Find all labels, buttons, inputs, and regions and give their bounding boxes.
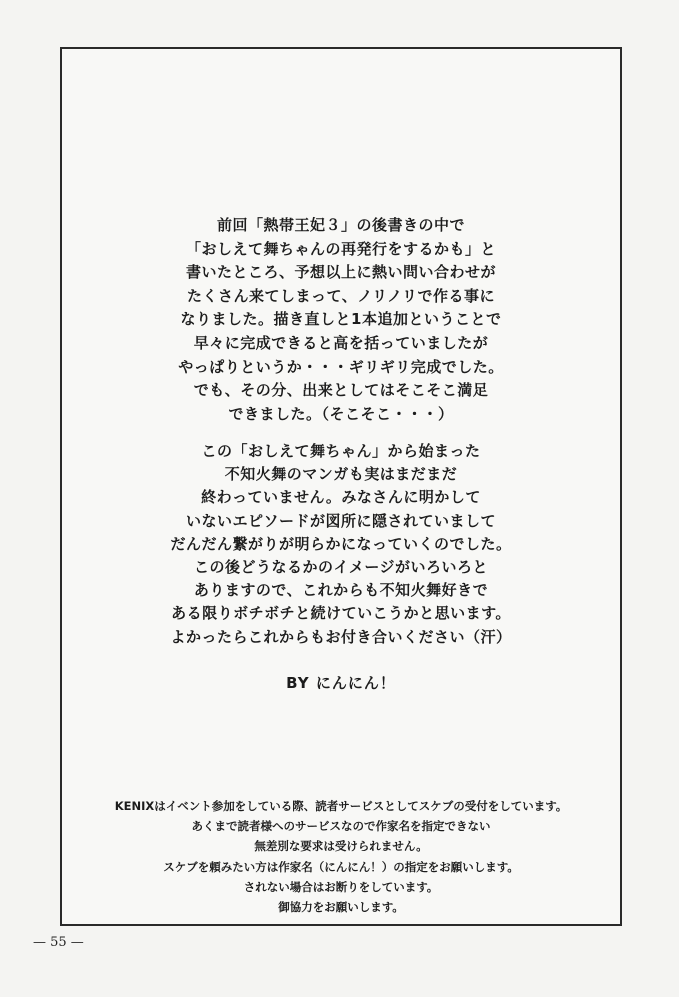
notice-line: KENIXはイベント参加をしている際、読者サービスとしてスケブの受付をしています。	[114, 799, 568, 813]
text-line: この後どうなるかのイメージがいろいろと	[193, 558, 489, 577]
page-frame	[60, 47, 622, 926]
author-signature: BY にんにん！	[286, 674, 396, 692]
text-line: ありますので、これからも不知火舞好きで	[193, 581, 489, 600]
notice-line: 無差別な要求は受けられません。	[254, 839, 428, 854]
page-number: — 55 —	[33, 935, 84, 950]
text-line: できました。（そこそこ・・・）	[228, 404, 454, 423]
text-line: 前回「熱帯王妃３」の後書きの中で	[216, 216, 465, 234]
text-line: たくさん来てしまって、ノリノリで作る事に	[187, 286, 495, 305]
text-line: 終わっていません。みなさんに明かして	[201, 488, 481, 507]
text-line: いないエピソードが図所に隠されていまして	[185, 511, 496, 530]
text-line: やっぱりというか・・・ギリギリ完成でした。	[178, 357, 504, 376]
text-line: ある限りボチボチと続けていこうかと思います。	[171, 604, 511, 623]
notice-line: 御協力をお願いします。	[278, 900, 404, 915]
text-line: 早々に完成できると高を括っていましたが	[193, 333, 489, 352]
notice-line: スケブを頼みたい方は作家名（にんにん！）の指定をお願いします。	[163, 859, 519, 874]
notice-line: されない場合はお断りをしています。	[243, 879, 439, 894]
text-line: 不知火舞のマンガも実はまだまだ	[224, 465, 458, 484]
text-line: だんだん繋がりが明らかになっていくのでした。	[170, 534, 512, 553]
text-line: 書いたところ、予想以上に熱い問い合わせが	[185, 263, 496, 282]
text-line: 「おしえて舞ちゃんの再発行をするかも」と	[185, 239, 496, 258]
text-line: でも、その分、出来としてはそこそこ満足	[193, 381, 489, 400]
sketch-request-notice	[62, 796, 620, 917]
series-paragraph	[62, 440, 620, 649]
text-line: この「おしえて舞ちゃん」から始まった	[201, 442, 481, 460]
afterword-paragraph	[62, 214, 620, 426]
text-line: よかったらこれからもお付き合いください（汗）	[170, 627, 512, 646]
notice-line: あくまで読者様へのサービスなので作家名を指定できない	[191, 819, 491, 834]
text-line: なりました。描き直しと1本追加ということで	[180, 310, 502, 329]
